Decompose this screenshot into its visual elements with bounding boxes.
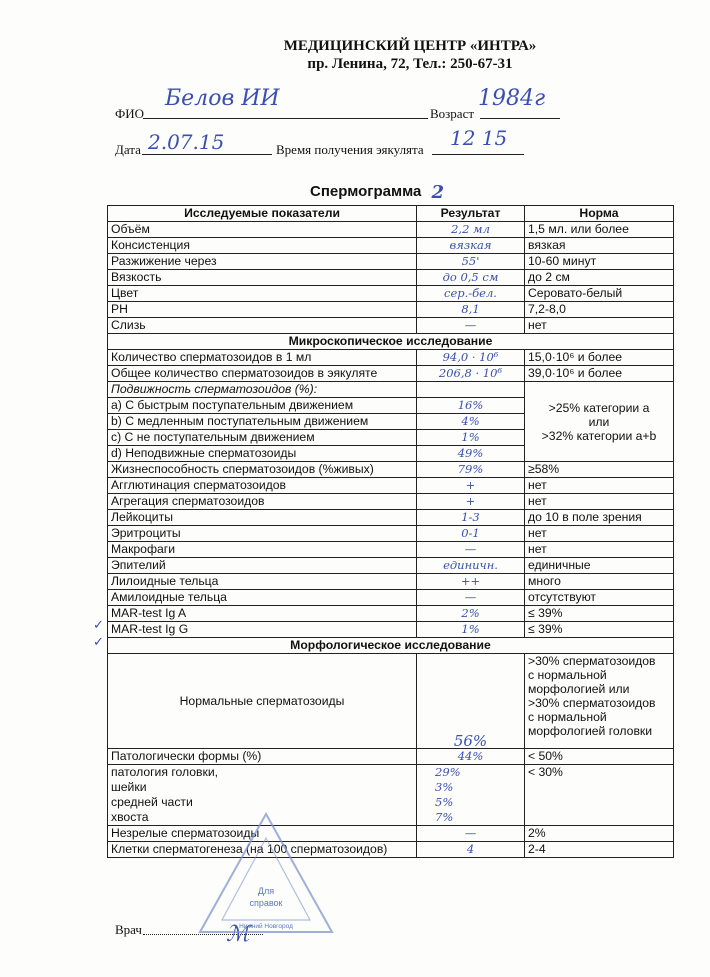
result-value: 94,0 · 10⁶	[417, 350, 525, 366]
param-name: Агрегация сперматозоидов	[108, 494, 417, 510]
age-label: Возраст	[430, 106, 475, 121]
table-row	[108, 826, 674, 842]
result-value: 4%	[417, 414, 525, 430]
param-name: Незрелые сперматозоиды	[108, 826, 417, 842]
norm-value: 1,5 мл. или более	[525, 222, 674, 238]
param-name: Макрофаги	[108, 542, 417, 558]
stamp	[196, 810, 336, 940]
result-value: —	[417, 318, 525, 334]
age-value: 1984г	[478, 86, 546, 111]
result-value: —	[417, 826, 525, 842]
param-name: Агглютинация сперматозоидов	[108, 478, 417, 494]
check-mark-icon: ✓	[93, 634, 104, 649]
table-row	[108, 222, 674, 238]
norm-value: нет	[525, 542, 674, 558]
table-row	[108, 765, 674, 826]
result-value: —	[417, 542, 525, 558]
norm-value: 10-60 минут	[525, 254, 674, 270]
result-value: 8,1	[417, 302, 525, 318]
norm-value: вязкая	[525, 238, 674, 254]
norm-value: нет	[525, 494, 674, 510]
table-row	[108, 462, 674, 478]
title-text: Спермограмма	[310, 183, 422, 200]
norm-value: до 10 в поле зрения	[525, 510, 674, 526]
table-row	[108, 286, 674, 302]
table-row	[108, 590, 674, 606]
motility-norm	[525, 382, 674, 462]
norm-value: ≥58%	[525, 462, 674, 478]
result-value: 16%	[417, 398, 525, 414]
table-row	[108, 318, 674, 334]
param-name: Общее количество сперматозоидов в эякуляте	[108, 366, 417, 382]
norm-value: много	[525, 574, 674, 590]
norm-value: нет	[525, 318, 674, 334]
motility-norm-line: >32% категории a+b	[541, 428, 657, 443]
norm-value: 7,2-8,0	[525, 302, 674, 318]
sub-result: 3%	[435, 780, 454, 794]
result-value: 1%	[417, 622, 525, 638]
result-value: 2%	[417, 606, 525, 622]
motility-title: Подвижность сперматозоидов (%):	[108, 382, 417, 398]
result-value: ++	[417, 574, 525, 590]
table-header-row	[108, 206, 674, 222]
norm-line: морфологией или	[528, 682, 630, 696]
time-value: 12 15	[450, 126, 508, 150]
table-row	[108, 382, 674, 398]
header-norm: Норма	[525, 206, 674, 222]
param-name: Эпителий	[108, 558, 417, 574]
param-name: Разжижение через	[108, 254, 417, 270]
param-name: Жизнеспособность сперматозоидов (%живых)	[108, 462, 417, 478]
norm-value: нет	[525, 478, 674, 494]
norm-value: ≤ 39%	[525, 606, 674, 622]
org-name: МЕДИЦИНСКИЙ ЦЕНТР «ИНТРА»	[283, 38, 537, 54]
fio-value: Белов ИИ	[165, 86, 280, 111]
table-row	[108, 270, 674, 286]
table-row	[108, 622, 674, 638]
result-value	[417, 382, 525, 398]
param-name: Лейкоциты	[108, 510, 417, 526]
result-value: +	[417, 478, 525, 494]
date-label: Дата	[115, 142, 141, 157]
norm-line: >30% сперматозоидов	[528, 696, 656, 710]
norm-value: единичные	[525, 558, 674, 574]
result-value: 1%	[417, 430, 525, 446]
param-name: MAR-test Ig G	[108, 622, 417, 638]
table-row	[108, 558, 674, 574]
param-name: MAR-test Ig A	[108, 606, 417, 622]
table-row	[108, 494, 674, 510]
table-row	[108, 238, 674, 254]
sub-line: шейки	[111, 780, 147, 794]
section-row	[108, 638, 674, 654]
norm-line: >30% сперматозоидов	[528, 654, 656, 668]
motility-norm-line: или	[588, 414, 610, 429]
param-name: Объём	[108, 222, 417, 238]
header-param: Исследуемые показатели	[108, 206, 417, 222]
sub-line: средней части	[111, 795, 193, 809]
sub-line: хвоста	[111, 810, 149, 824]
table-row	[108, 574, 674, 590]
section-row	[108, 334, 674, 350]
norm-value: 39,0·10⁶ и более	[525, 366, 674, 382]
sub-result: 29%	[435, 765, 461, 779]
stamp-text-1: Для	[257, 886, 275, 896]
table-row	[108, 542, 674, 558]
norm-value: 15,0·10⁶ и более	[525, 350, 674, 366]
result-value: 79%	[417, 462, 525, 478]
table-row	[108, 254, 674, 270]
result-value: 56%	[417, 654, 525, 749]
stamp-text-2: справок	[249, 898, 283, 908]
result-value: 2,2 мл	[417, 222, 525, 238]
param-name: Нормальные сперматозоиды	[108, 654, 417, 749]
param-name: c) С не поступательным движением	[108, 430, 417, 446]
table-row	[108, 749, 674, 765]
norm-value: нет	[525, 526, 674, 542]
param-name: Слизь	[108, 318, 417, 334]
result-value: 0-1	[417, 526, 525, 542]
check-mark-icon: ✓	[93, 617, 104, 632]
param-name: Консистенция	[108, 238, 417, 254]
table-row	[108, 526, 674, 542]
sub-result: 5%	[435, 795, 454, 809]
fio-label: ФИО	[115, 106, 145, 121]
norm-line: морфологией головки	[528, 724, 653, 738]
org-address: пр. Ленина, 72, Тел.: 250-67-31	[307, 56, 513, 72]
param-name: PH	[108, 302, 417, 318]
spermogram-table	[107, 205, 674, 858]
table-row	[108, 478, 674, 494]
norm-value: Серовато-белый	[525, 286, 674, 302]
header-result: Результат	[417, 206, 525, 222]
param-name: Патологически формы (%)	[108, 749, 417, 765]
result-value: 44%	[417, 749, 525, 765]
table-row	[108, 510, 674, 526]
param-name: Клетки сперматогенеза (на 100 сперматозоидов)	[108, 842, 417, 858]
table-row	[108, 842, 674, 858]
table-row	[108, 350, 674, 366]
section-title: Микроскопическое исследование	[108, 334, 674, 350]
result-value: сер.-бел.	[417, 286, 525, 302]
result-value: 206,8 · 10⁶	[417, 366, 525, 382]
param-name: Количество сперматозоидов в 1 мл	[108, 350, 417, 366]
norm-value: ≤ 39%	[525, 622, 674, 638]
result-value: 1-3	[417, 510, 525, 526]
norm-line: с нормальной	[528, 668, 607, 682]
norm-value: 2-4	[525, 842, 674, 858]
param-name: Вязкость	[108, 270, 417, 286]
table-row	[108, 654, 674, 749]
param-name: Цвет	[108, 286, 417, 302]
table-row	[108, 606, 674, 622]
table-body	[108, 222, 674, 858]
result-value: 49%	[417, 446, 525, 462]
table-row	[108, 366, 674, 382]
param-name: Амилоидные тельца	[108, 590, 417, 606]
result-value: +	[417, 494, 525, 510]
result-value: до 0,5 см	[417, 270, 525, 286]
result-value: единичн.	[417, 558, 525, 574]
motility-norm-line: >25% категории а	[548, 400, 650, 415]
norm-value: < 50%	[525, 749, 674, 765]
norm-value: отсутствуют	[525, 590, 674, 606]
sub-result: 7%	[435, 810, 454, 824]
time-label: Время получения эякулята	[276, 142, 424, 157]
sub-line: патология головки,	[111, 765, 219, 779]
result-value: 4	[417, 842, 525, 858]
norm-value: < 30%	[525, 765, 674, 826]
norm-value: до 2 см	[525, 270, 674, 286]
param-name: a) С быстрым поступательным движением	[108, 398, 417, 414]
date-value: 2.07.15	[148, 130, 225, 154]
doctor-signature: ℳ	[226, 922, 250, 947]
stamp-text-3: Нижний Новгород	[239, 923, 293, 930]
norm-line: с нормальной	[528, 710, 607, 724]
norm-value: 2%	[525, 826, 674, 842]
param-name: b) С медленным поступательным движением	[108, 414, 417, 430]
title-number: 2	[431, 182, 445, 203]
param-name: d) Неподвижные сперматозоиды	[108, 446, 417, 462]
result-value	[417, 765, 525, 826]
section-title: Морфологическое исследование	[108, 638, 674, 654]
param-name: Эритроциты	[108, 526, 417, 542]
result-value: —	[417, 590, 525, 606]
doctor-label: Врач	[115, 922, 142, 937]
table-row	[108, 302, 674, 318]
page-title	[310, 180, 445, 203]
result-value: 55'	[417, 254, 525, 270]
norm-value	[525, 654, 674, 749]
param-name: Лилоидные тельца	[108, 574, 417, 590]
result-value: вязкая	[417, 238, 525, 254]
